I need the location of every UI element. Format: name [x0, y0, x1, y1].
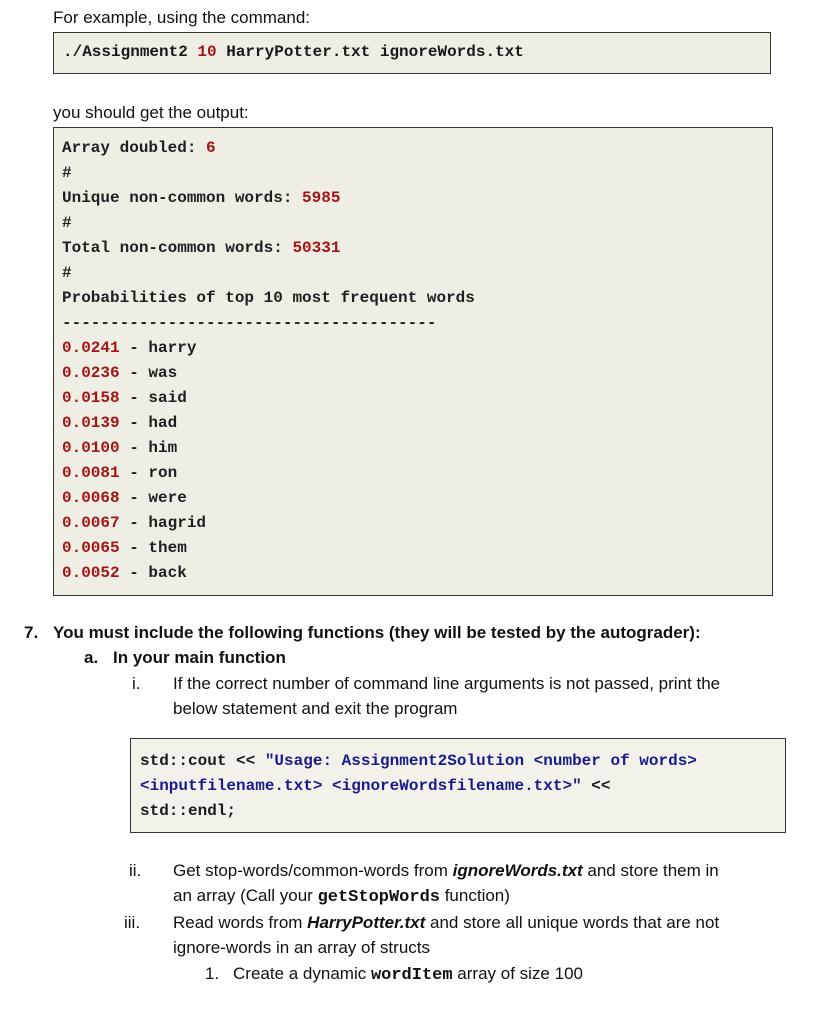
item-i-text-1: If the correct number of command line arguments is not passed, print the [173, 674, 721, 693]
hash-line: # [62, 164, 72, 182]
ii-text-e: function) [439, 886, 510, 905]
one-text-a: Create a dynamic [233, 964, 371, 983]
prob-row [62, 411, 177, 436]
prob-value: 0.0081 [62, 464, 120, 482]
item-a-label: a. [84, 648, 99, 667]
item-iii-label: iii. [124, 913, 141, 932]
prob-row [62, 336, 196, 361]
prob-word: was [148, 364, 178, 382]
prob-word: said [148, 389, 187, 407]
iii-text-a: Read words from [173, 913, 308, 932]
prob-value: 0.0236 [62, 364, 120, 382]
row-separator: - [119, 339, 149, 357]
prob-value: 0.0065 [62, 539, 120, 557]
code-string-1: "Usage: Assignment2Solution <number of words> [264, 752, 697, 770]
item-ii-line-1 [173, 858, 719, 883]
prob-row [62, 561, 187, 586]
row-separator: - [119, 389, 149, 407]
ii-filename: ignoreWords.txt [452, 861, 583, 880]
row-separator: - [119, 514, 149, 532]
item-iii-line-1 [173, 910, 719, 935]
item-iii-line-2: ignore-words in an array of structs [173, 938, 430, 957]
code-cout: std::cout << [140, 752, 265, 770]
prob-row [62, 486, 187, 511]
command-prefix: ./Assignment2 [63, 43, 198, 61]
prob-word: him [148, 439, 178, 457]
total-label: Total non-common words: [62, 239, 293, 257]
prob-row [62, 361, 177, 386]
code-operator: << [581, 777, 611, 795]
row-separator: - [119, 489, 149, 507]
prob-row [62, 461, 177, 486]
command-line [63, 43, 524, 61]
prob-row [62, 536, 187, 561]
row-separator: - [119, 564, 149, 582]
item-1-text [233, 961, 583, 988]
intro-text: For example, using the command: [53, 8, 311, 27]
unique-line [62, 186, 340, 211]
command-box [53, 32, 771, 74]
iii-filename: HarryPotter.txt [307, 913, 426, 932]
ii-text-c: and store them in [582, 861, 719, 880]
usage-code-box [130, 738, 786, 833]
prob-row [62, 511, 206, 536]
prob-word: back [148, 564, 187, 582]
ii-text-a: Get stop-words/common-words from [173, 861, 453, 880]
one-text-c: array of size 100 [452, 964, 583, 983]
total-line [62, 236, 340, 261]
section-7-number: 7. [24, 623, 39, 642]
command-suffix: HarryPotter.txt ignoreWords.txt [216, 43, 524, 61]
prob-word: were [148, 489, 187, 507]
hash-line: # [62, 264, 72, 282]
array-doubled-value: 6 [206, 139, 216, 157]
prob-value: 0.0241 [62, 339, 120, 357]
prob-row [62, 386, 187, 411]
total-value: 50331 [292, 239, 341, 257]
array-doubled-label: Array doubled: [62, 139, 207, 157]
unique-value: 5985 [302, 189, 341, 207]
probabilities-heading: Probabilities of top 10 most frequent words [62, 289, 475, 307]
command-number: 10 [197, 43, 217, 61]
item-i-text-2: below statement and exit the program [173, 699, 458, 718]
iii-text-c: and store all unique words that are not [425, 913, 720, 932]
section-7-text: You must include the following functions (they will be tested by the autograder): [53, 623, 701, 642]
code-line-1 [140, 749, 697, 773]
item-ii-line-2 [173, 883, 510, 910]
prob-word: harry [148, 339, 197, 357]
prob-value: 0.0158 [62, 389, 120, 407]
unique-label: Unique non-common words: [62, 189, 303, 207]
item-i-label: i. [132, 674, 141, 693]
row-separator: - [119, 364, 149, 382]
prob-value: 0.0067 [62, 514, 120, 532]
row-separator: - [119, 464, 149, 482]
prob-value: 0.0139 [62, 414, 120, 432]
ii-text-d: an array (Call your [173, 886, 318, 905]
code-line-2 [140, 774, 610, 798]
output-box [53, 127, 773, 596]
prob-word: had [148, 414, 178, 432]
prob-word: hagrid [148, 514, 207, 532]
prob-word: them [148, 539, 187, 557]
prob-value: 0.0052 [62, 564, 120, 582]
prob-word: ron [148, 464, 178, 482]
hash-line: # [62, 214, 72, 232]
one-struct-name: wordItem [370, 966, 453, 985]
prob-value: 0.0068 [62, 489, 120, 507]
separator-line: --------------------------------------- [62, 314, 437, 332]
code-line-3: std::endl; [140, 802, 237, 820]
array-doubled-line [62, 136, 216, 161]
item-ii-label: ii. [129, 861, 142, 880]
prob-row [62, 436, 177, 461]
code-string-2: <inputfilename.txt> <ignoreWordsfilename.txt>" [140, 777, 582, 795]
row-separator: - [119, 539, 149, 557]
row-separator: - [119, 414, 149, 432]
ii-function-name: getStopWords [317, 888, 440, 907]
prob-value: 0.0100 [62, 439, 120, 457]
row-separator: - [119, 439, 149, 457]
output-intro-text: you should get the output: [53, 103, 249, 122]
item-a-text: In your main function [113, 648, 286, 667]
item-1-label: 1. [205, 964, 220, 983]
